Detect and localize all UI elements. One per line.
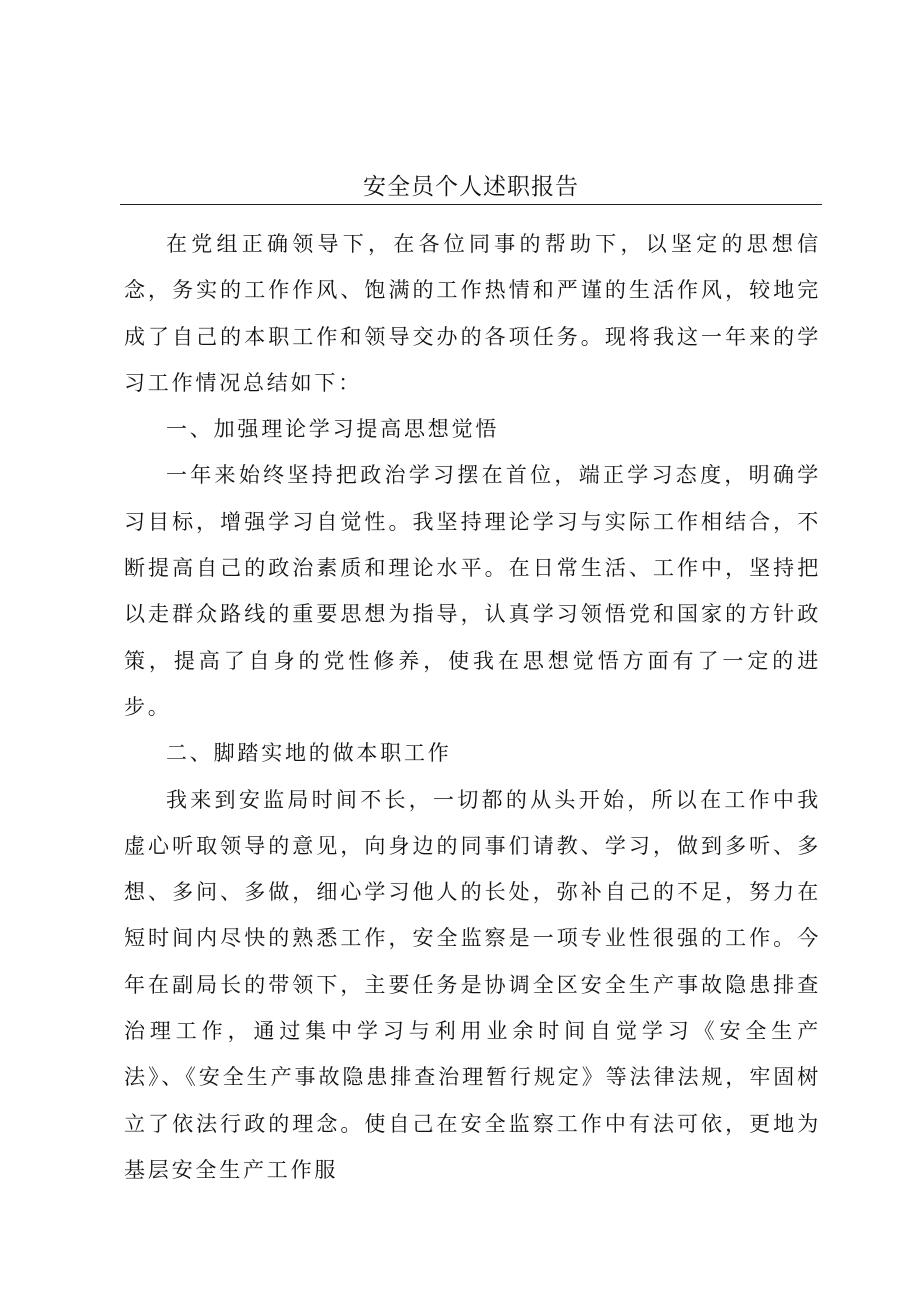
intro-paragraph: 在党组正确领导下，在各位同事的帮助下，以坚定的思想信念，务实的工作作风、饱满的工作热情和严谨的生活作风，较地完成了自己的本职工作和领导交办的各项任务。现将我这一年来的学习工作情况总结如下： (124, 232, 821, 395)
title-underline (120, 204, 822, 205)
section-heading-2: 二、脚踏实地的做本职工作 (166, 741, 452, 766)
section-heading-1: 一、加强理论学习提高思想觉悟 (166, 417, 500, 442)
document-body (124, 221, 821, 1193)
document-title: 安全员个人述职报告 (363, 174, 579, 200)
section-2-paragraph: 我来到安监局时间不长，一切都的从头开始，所以在工作中我虚心听取领导的意见，向身边的同事们请教、学习，做到多听、多想、多问、多做，细心学习他人的长处，弥补自己的不足，努力在短时间内尽快的熟悉工作，安全监察是一项专业性很强的工作。今年在副局长的带领下，主要任务是协调全区安全生产事故隐患排查治理工作，通过集中学习与利用业余时间自觉学习《安全生产法》、《安全生产事故隐患排查治理暂行规定》等法律法规，牢固树立了依法行政的理念。使自己在安全监察工作中有法可依，更地为基层安全生产工作服 (124, 787, 821, 1182)
section-1-paragraph: 一年来始终坚持把政治学习摆在首位，端正学习态度，明确学习目标，增强学习自觉性。我坚持理论学习与实际工作相结合，不断提高自己的政治素质和理论水平。在日常生活、工作中，坚持把以走群众路线的重要思想为指导，认真学习领悟党和国家的方针政策，提高了自身的党性修养，使我在思想觉悟方面有了一定的进步。 (124, 463, 821, 719)
